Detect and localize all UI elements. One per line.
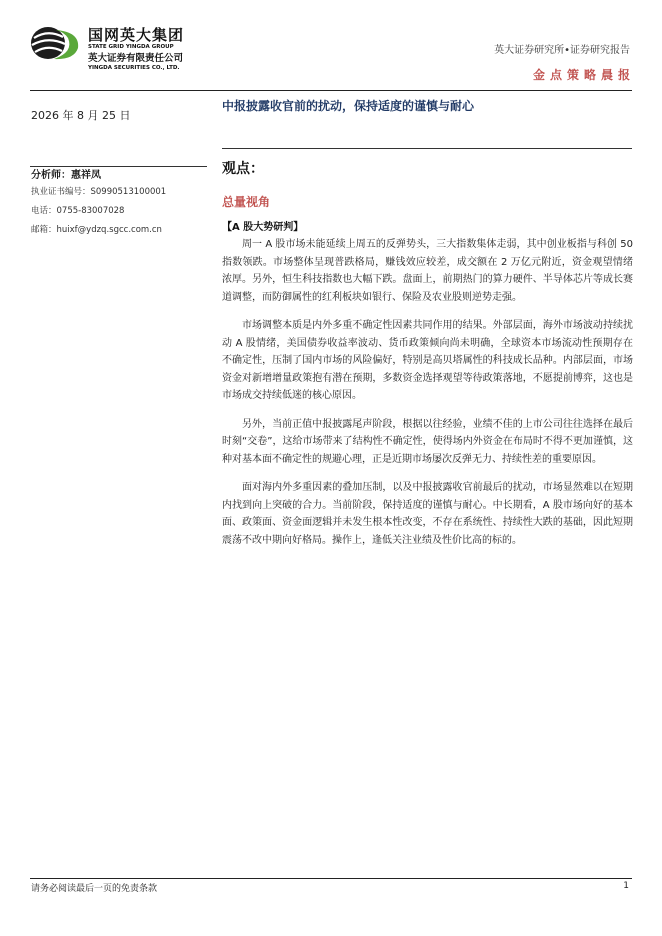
company-name-en: YINGDA SECURITIES CO., LTD. — [88, 65, 180, 71]
analyst-license: 执业证书编号：S0990513100001 — [31, 187, 167, 197]
paragraph: 周一 A 股市场未能延续上周五的反弹势头，三大指数集体走弱，其中创业板指与科创 50 指数领跌。市场整体呈现普跌格局，赚钱效应较差，成交额在 2 万亿元附近，资金观望情绪浓厚。另外，恒生科技指数也大幅下跌。盘面上，前期热门的算力硬件、半导体芯片等成长赛道调整，而防御属性的红利板块如银行、保险及农业股则逆势走强。 — [222, 239, 633, 303]
paragraph: 面对海内外多重因素的叠加压制，以及中报披露收官前最后的扰动，市场显然难以在短期内找到向上突破的合力。当前阶段，保持适度的谨慎与耐心。中长期看，A 股市场向好的基本面、政策面、资金面逻辑并未发生根本性改变，不存在系统性、持续性大跌的基础，因此短期震荡不改中期向好格局。操作上，逢低关注业绩及性价比高的标的。 — [222, 482, 633, 546]
paragraph: 市场调整本质是内外多重不确定性因素共同作用的结果。外部层面，海外市场波动持续扰动 A 股情绪，美国债券收益率波动、货币政策倾向尚未明确，全球资本市场流动性预期存在不确定性，压制了国内市场的风险偏好，特别是高贝塔属性的科技成长品种。内部层面，市场资金对新增增量政策抱有潜在预期，多数资金选择观望等待政策落地，不愿提前博弈，这也是市场成交持续低迷的核心原因。 — [222, 320, 633, 401]
group-name: 国网英大集团 — [88, 26, 185, 44]
analyst-name: 分析师：惠祥凤 — [31, 170, 101, 181]
paragraph: 另外，当前正值中报披露尾声阶段，根据以往经验，业绩不佳的上市公司往往选择在最后时刻“交卷”，这给市场带来了结构性不确定性，使得场内外资金在布局时不得不更加谨慎，这种对基本面不确定性的规避心理，正是近期市场屡次反弹无力、持续性差的重要原因。 — [222, 418, 633, 465]
views-heading: 观点： — [222, 161, 264, 177]
article-body — [222, 236, 633, 560]
analyst-email: 邮箱：huixf@ydzq.sgcc.com.cn — [31, 225, 162, 235]
title-divider — [222, 148, 632, 149]
research-institute: 英大证券研究所•证券研究报告 — [494, 45, 630, 56]
footer-divider — [30, 878, 632, 879]
globe-logo-icon — [30, 26, 82, 62]
company-name: 英大证券有限责任公司 — [88, 53, 184, 64]
report-date: 2026 年 8 月 25 日 — [31, 109, 131, 122]
disclaimer-note: 请务必阅读最后一页的免责条款 — [31, 884, 158, 894]
report-type: 金点策略晨报 — [532, 68, 635, 82]
report-title: 中报披露收官前的扰动，保持适度的谨慎与耐心 — [222, 99, 475, 113]
company-logo — [30, 26, 185, 71]
report-header — [494, 44, 635, 83]
group-name-en: STATE GRID YINGDA GROUP — [88, 44, 174, 50]
subsection-heading: 【A 股大势研判】 — [222, 222, 304, 233]
section-heading: 总量视角 — [222, 195, 271, 209]
analyst-phone: 电话：0755-83007028 — [31, 206, 125, 216]
analyst-info — [31, 169, 211, 237]
sidebar-divider — [30, 166, 207, 167]
page-number: 1 — [623, 881, 629, 891]
header-divider — [30, 90, 632, 91]
